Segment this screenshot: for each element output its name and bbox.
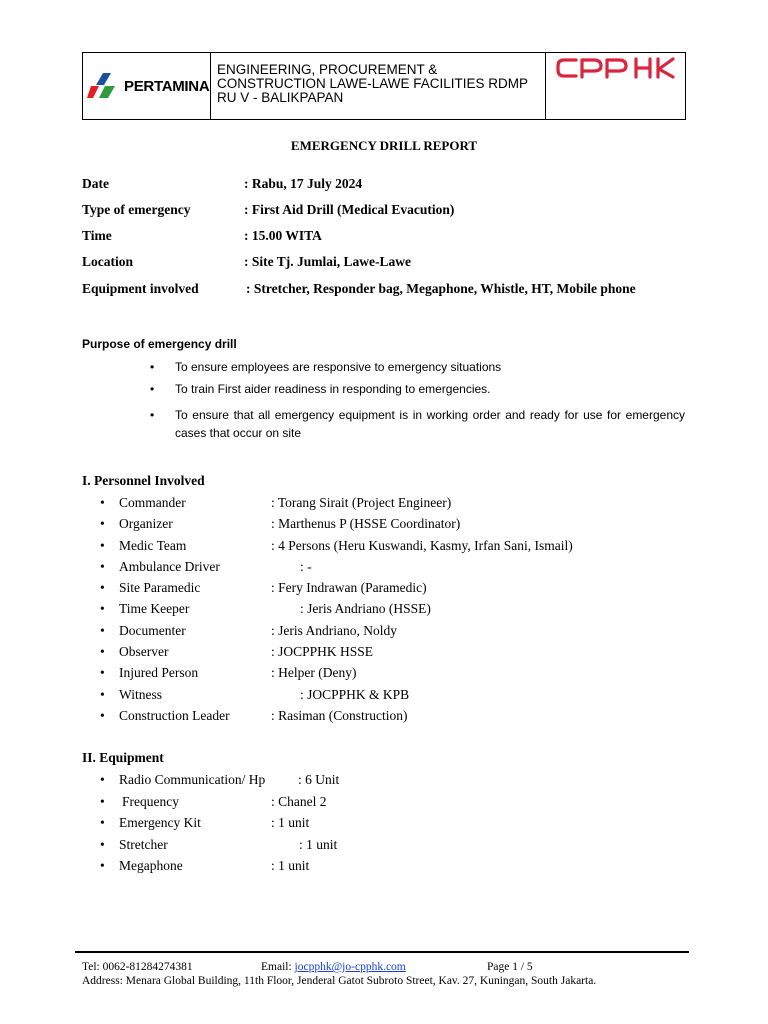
- bullet: •: [100, 516, 105, 531]
- info-label: Date: [82, 176, 109, 191]
- personnel-role: Site Paramedic: [119, 580, 201, 595]
- pertamina-logo-text: PERTAMINA: [124, 77, 210, 95]
- purpose-item-text: To train First aider readiness in responding to emergencies.: [175, 382, 491, 396]
- personnel-value: : Rasiman (Construction): [271, 708, 408, 723]
- bullet: •: [100, 538, 105, 553]
- equipment-heading: II. Equipment: [82, 750, 164, 765]
- info-label: Time: [82, 228, 112, 243]
- bullet: •: [100, 708, 105, 723]
- info-value: : First Aid Drill (Medical Evacution): [244, 202, 455, 217]
- purpose-item-text: To ensure that all emergency equipment is in working order and ready for use for emergency cases that occur on site: [175, 408, 685, 440]
- equipment-value: : 6 Unit: [298, 772, 340, 787]
- personnel-value: : Jeris Andriano, Noldy: [271, 623, 397, 638]
- cpphk-logo-icon: [554, 55, 678, 83]
- purpose-heading: Purpose of emergency drill: [82, 337, 237, 351]
- bullet: •: [150, 382, 155, 396]
- personnel-value: : -: [300, 559, 312, 574]
- equipment-value: : Chanel 2: [271, 794, 327, 809]
- personnel-role: Observer: [119, 644, 169, 659]
- equipment-value: : 1 unit: [299, 837, 338, 852]
- info-value: : Site Tj. Jumlai, Lawe-Lawe: [244, 254, 411, 269]
- email-link[interactable]: jocpphk@jo-cpphk.com: [294, 961, 406, 973]
- personnel-value: : Marthenus P (HSSE Coordinator): [271, 516, 461, 531]
- personnel-value: : Fery Indrawan (Paramedic): [271, 580, 427, 595]
- equipment-value: : 1 unit: [271, 815, 310, 830]
- footer-email-label: Email:: [261, 961, 295, 973]
- bullet: •: [100, 495, 105, 510]
- personnel-role: Documenter: [119, 623, 186, 638]
- equipment-name: Megaphone: [119, 858, 183, 873]
- equipment-name: Frequency: [122, 794, 179, 809]
- document-title: EMERGENCY DRILL REPORT: [290, 138, 478, 153]
- footer-tel: Tel: 0062-81284274381: [82, 961, 193, 973]
- equipment-value: : 1 unit: [271, 858, 310, 873]
- project-title-line-2: CONSTRUCTION LAWE-LAWE FACILITIES RDMP: [217, 76, 529, 91]
- cpphk-logo: [546, 53, 685, 119]
- document-header: [82, 52, 686, 120]
- bullet: •: [100, 601, 105, 616]
- personnel-role: Witness: [119, 687, 162, 702]
- info-value: : Rabu, 17 July 2024: [244, 176, 363, 191]
- info-label: Type of emergency: [82, 202, 191, 217]
- personnel-value: : Torang Sirait (Project Engineer): [271, 495, 452, 510]
- personnel-role: Time Keeper: [119, 601, 190, 616]
- project-title-line-3: RU V - BALIKPAPAN: [217, 90, 344, 105]
- bullet: •: [100, 623, 105, 638]
- personnel-value: : 4 Persons (Heru Kuswandi, Kasmy, Irfan Sani, Ismail): [271, 538, 573, 553]
- personnel-value: : JOCPPHK & KPB: [300, 687, 410, 702]
- info-label: Equipment involved: [82, 281, 199, 296]
- bullet: •: [100, 644, 105, 659]
- bullet: •: [100, 580, 105, 595]
- personnel-role: Construction Leader: [119, 708, 230, 723]
- bullet: •: [100, 687, 105, 702]
- bullet: •: [100, 559, 105, 574]
- info-label: Location: [82, 254, 134, 269]
- personnel-role: Ambulance Driver: [119, 559, 220, 574]
- personnel-role: Injured Person: [119, 665, 199, 680]
- purpose-item-text: To ensure employees are responsive to emergency situations: [175, 360, 502, 374]
- bullet: •: [100, 815, 105, 830]
- personnel-value: : Jeris Andriano (HSSE): [300, 601, 431, 616]
- footer-email: [261, 961, 406, 973]
- info-value: : 15.00 WITA: [244, 228, 322, 243]
- footer-divider: [75, 951, 689, 953]
- personnel-role: Commander: [119, 495, 186, 510]
- info-value: : Stretcher, Responder bag, Megaphone, Whistle, HT, Mobile phone: [246, 281, 636, 296]
- personnel-value: : Helper (Deny): [271, 665, 357, 680]
- bullet: •: [100, 772, 105, 787]
- equipment-name: Stretcher: [119, 837, 168, 852]
- bullet: •: [150, 408, 155, 422]
- bullet: •: [100, 837, 105, 852]
- personnel-heading: I. Personnel Involved: [82, 473, 205, 488]
- bullet: •: [100, 665, 105, 680]
- personnel-role: Organizer: [119, 516, 173, 531]
- bullet: •: [150, 360, 155, 374]
- pertamina-logo: [83, 53, 211, 119]
- bullet: •: [100, 858, 105, 873]
- equipment-name: Radio Communication/ Hp: [119, 772, 266, 787]
- personnel-value: : JOCPPHK HSSE: [271, 644, 374, 659]
- pertamina-emblem-icon: [87, 71, 121, 101]
- footer-page-number: Page 1 / 5: [487, 961, 533, 973]
- footer-address: Address: Menara Global Building, 11th Floor, Jenderal Gatot Subroto Street, Kav. 27, Kuningan, South Jakarta.: [82, 975, 597, 987]
- personnel-role: Medic Team: [119, 538, 187, 553]
- project-title: [211, 53, 546, 119]
- equipment-name: Emergency Kit: [119, 815, 201, 830]
- bullet: •: [100, 794, 105, 809]
- project-title-line-1: ENGINEERING, PROCUREMENT &: [217, 62, 438, 77]
